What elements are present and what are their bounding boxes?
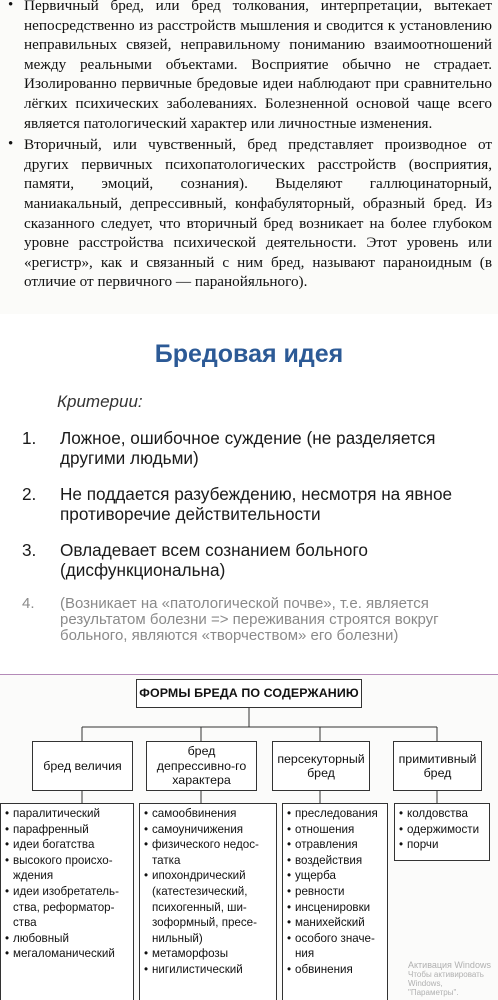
slide-section xyxy=(0,314,498,674)
scan-bullet-list xyxy=(4,0,492,294)
category-grandeur: бред величия xyxy=(32,741,133,791)
list-item: • идеи богатства xyxy=(5,837,131,853)
list-item: • ущерба xyxy=(287,868,385,884)
scan-paragraph-text: Вторичный, или чувственный, бред представляет производное от других первичных психопатологических расстройств (восприятия, памяти, эмоций, сознания). Выделяют галлюцинаторный, маниакальный, депрессивный, конфабуляторный, образный бред. Из сказанного следует, что вторичный бред возникает на более глубоком уровне расстройства психической деятельности. Этот уровень или «регистр», как и связанный с ним бред, называют параноидным (в отличие от первичного — паранойяльного). xyxy=(24,136,492,291)
scanned-text-section xyxy=(0,0,498,314)
list-item: • самообвинения xyxy=(144,806,274,822)
list-item: • парафренный xyxy=(5,822,131,838)
windows-activation-watermark xyxy=(408,961,498,997)
criterion-text: Овладевает всем сознанием больного (дисфункциональна) xyxy=(60,540,368,580)
list-item: • колдовства xyxy=(399,806,487,822)
list-item: • паралитический xyxy=(5,806,131,822)
criterion-text: (Возникает на «патологической почве», т.е. является результатом болезни => переживания строятся вокруг больного, являются «творчеством» его болезни) xyxy=(60,595,439,644)
list-primitive xyxy=(394,803,490,861)
criterion-number: 3. xyxy=(22,540,37,560)
list-item: • отношения xyxy=(287,822,385,838)
watermark-line: "Параметры". xyxy=(408,988,459,997)
criterion-number: 1. xyxy=(22,428,37,448)
list-persecutory xyxy=(282,803,388,1000)
list-item: • особого значе-ния xyxy=(287,931,385,962)
scan-paragraph-secondary xyxy=(4,135,492,292)
bullet-icon: • xyxy=(8,0,14,13)
category-persecutory: персекуторный бред xyxy=(272,741,370,791)
list-item: • высокого происхо-ждения xyxy=(5,853,131,884)
criterion-number: 4. xyxy=(22,595,35,612)
scan-paragraph-primary xyxy=(4,0,492,133)
list-item: • метаморфозы xyxy=(144,946,274,962)
list-item: • любовный xyxy=(5,931,131,947)
category-depressive: бред депрессивно-го характера xyxy=(146,741,257,791)
diagram-title: ФОРМЫ БРЕДА ПО СОДЕРЖАНИЮ xyxy=(136,679,362,708)
list-item: • воздействия xyxy=(287,853,385,869)
list-item: • манихейский xyxy=(287,915,385,931)
list-item: • инсценировки xyxy=(287,900,385,916)
list-depressive xyxy=(139,803,277,1000)
watermark-title: Активация Windows xyxy=(408,960,491,970)
criteria-label: Критерии: xyxy=(57,392,143,411)
list-item: • преследования xyxy=(287,806,385,822)
scan-paragraph-text: Первичный бред, или бред толкования, интерпретации, вытекает непосредственно из расстройств мышления и сводится к установлению неправильных связей, неправильному пониманию взаимоотношений между реальными объектами. Восприятие обычно не страдает. Изолированно первичные бредовые идеи наблюдают при сравнительно лёгких психических заболеваниях. Болезненной основой чаще всего является патологический характер или личностные изменения. xyxy=(24,0,492,132)
list-item: • порчи xyxy=(399,837,487,853)
list-item: • отравления xyxy=(287,837,385,853)
list-item: • ипохондрический (катестезический, психогенный, ши-зоформный, пресе-нильный) xyxy=(144,868,274,946)
list-item: • обвинения xyxy=(287,962,385,978)
bullet-icon: • xyxy=(8,136,14,153)
delusion-forms-diagram xyxy=(0,674,498,1000)
watermark-line: Чтобы активировать Windows, xyxy=(408,970,484,988)
list-grandeur xyxy=(0,803,134,1000)
list-item: • мегаломанический xyxy=(5,946,131,962)
criterion-text: Ложное, ошибочное суждение (не разделяется другими людьми) xyxy=(60,428,436,468)
slide-title: Бредовая идея xyxy=(154,340,344,368)
list-item: • идеи изобретатель-ства, реформатор-ства xyxy=(5,884,131,931)
criterion-number: 2. xyxy=(22,484,37,504)
list-item: • одержимости xyxy=(399,822,487,838)
list-item: • физического недос-татка xyxy=(144,837,274,868)
list-item: • самоуничижения xyxy=(144,822,274,838)
category-primitive: примитивный бред xyxy=(393,741,482,791)
list-item: • нигилистический xyxy=(144,962,274,978)
list-item: • ревности xyxy=(287,884,385,900)
criterion-text: Не поддается разубеждению, несмотря на явное противоречие действительности xyxy=(60,484,453,524)
